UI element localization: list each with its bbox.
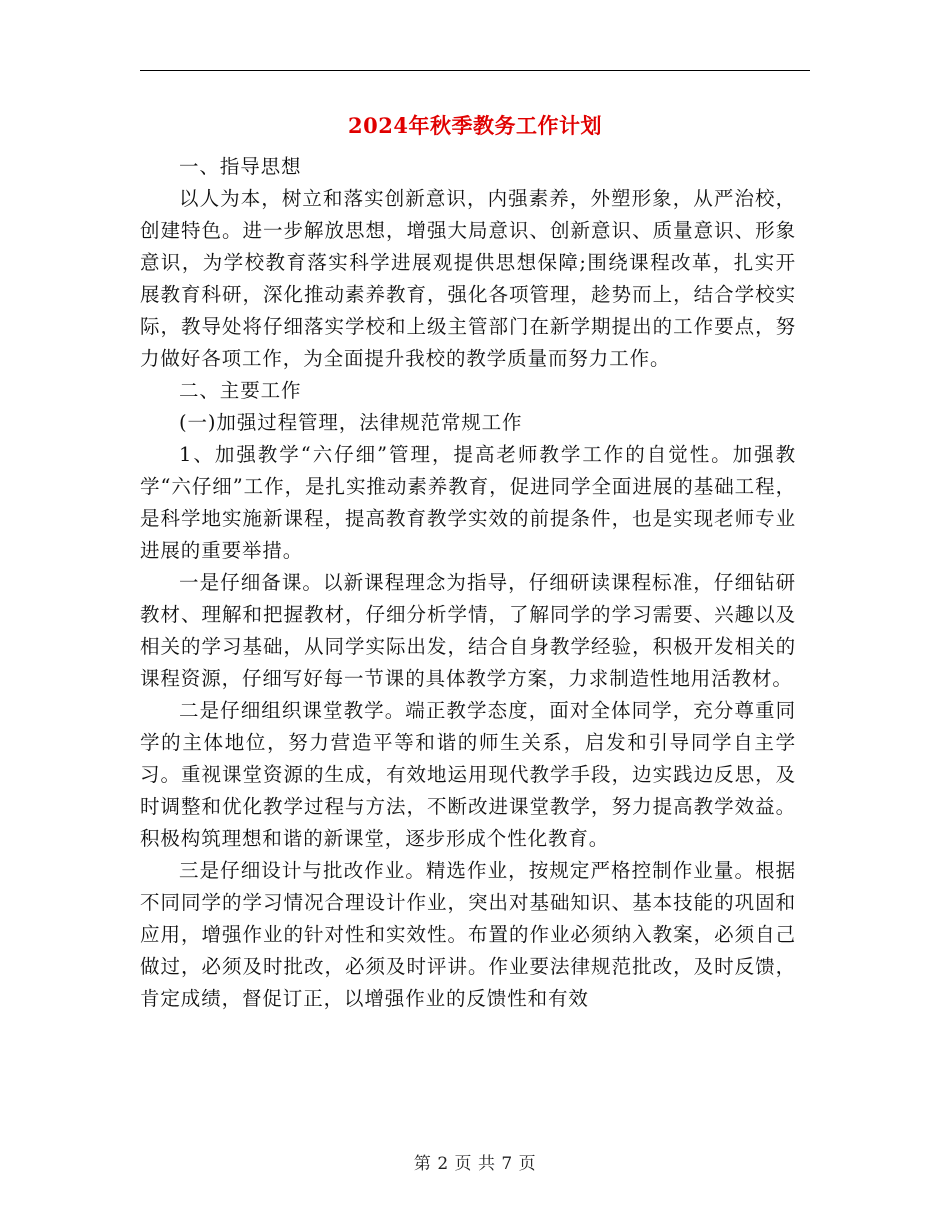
- paragraph-six-careful-management: 1、加强教学“六仔细”管理，提高老师教学工作的自觉性。加强教学“六仔细”工作，是扎实推动素养教育，促进同学全面进展的基础工程，是科学地实施新课程，提高教育教学实效的前提条件，也是实现老师专业进展的重要举措。: [140, 443, 796, 562]
- header-rule: [140, 70, 810, 71]
- page-number-footer: 第 2 页 共 7 页: [413, 1154, 537, 1174]
- section-heading-guiding-ideology: 一、指导思想: [179, 155, 302, 178]
- document-title: 2024年秋季教务工作计划: [348, 113, 602, 138]
- paragraph-classroom-teaching: 二是仔细组织课堂教学。端正教学态度，面对全体同学，充分尊重同学的主体地位，努力营造平等和谐的师生关系，启发和引导同学自主学习。重视课堂资源的生成，有效地运用现代教学手段，边实践边反思，及时调整和优化教学过程与方法，不断改进课堂教学，努力提高教学效益。积极构筑理想和谐的新课堂，逐步形成个性化教育。: [140, 699, 796, 850]
- paragraph-homework-design: 三是仔细设计与批改作业。精选作业，按规定严格控制作业量。根据不同同学的学习情况合理设计作业，突出对基础知识、基本技能的巩固和应用，增强作业的针对性和实效性。布置的作业必须纳入教案，必须自己做过，必须及时批改，必须及时评讲。作业要法律规范批改，及时反馈，肯定成绩，督促订正，以增强作业的反馈性和有效: [140, 859, 796, 1010]
- document-body: [140, 151, 796, 1015]
- paragraph-careful-lesson-prep: 一是仔细备课。以新课程理念为指导，仔细研读课程标准，仔细钻研教材、理解和把握教材，仔细分析学情，了解同学的学习需要、兴趣以及相关的学习基础，从同学实际出发，结合自身教学经验，积极开发相关的课程资源，仔细写好每一节课的具体教学方案，力求制造性地用活教材。: [140, 571, 796, 690]
- paragraph-guiding-ideology: 以人为本，树立和落实创新意识，内强素养，外塑形象，从严治校，创建特色。进一步解放思想，增强大局意识、创新意识、质量意识、形象意识，为学校教育落实科学进展观提供思想保障;围绕课程改革，扎实开展教育科研，深化推动素养教育，强化各项管理，趁势而上，结合学校实际，教导处将仔细落实学校和上级主管部门在新学期提出的工作要点，努力做好各项工作，为全面提升我校的教学质量而努力工作。: [140, 187, 796, 370]
- section-heading-main-work: 二、主要工作: [179, 379, 302, 402]
- subsection-heading-process-management: (一)加强过程管理，法律规范常规工作: [179, 411, 523, 434]
